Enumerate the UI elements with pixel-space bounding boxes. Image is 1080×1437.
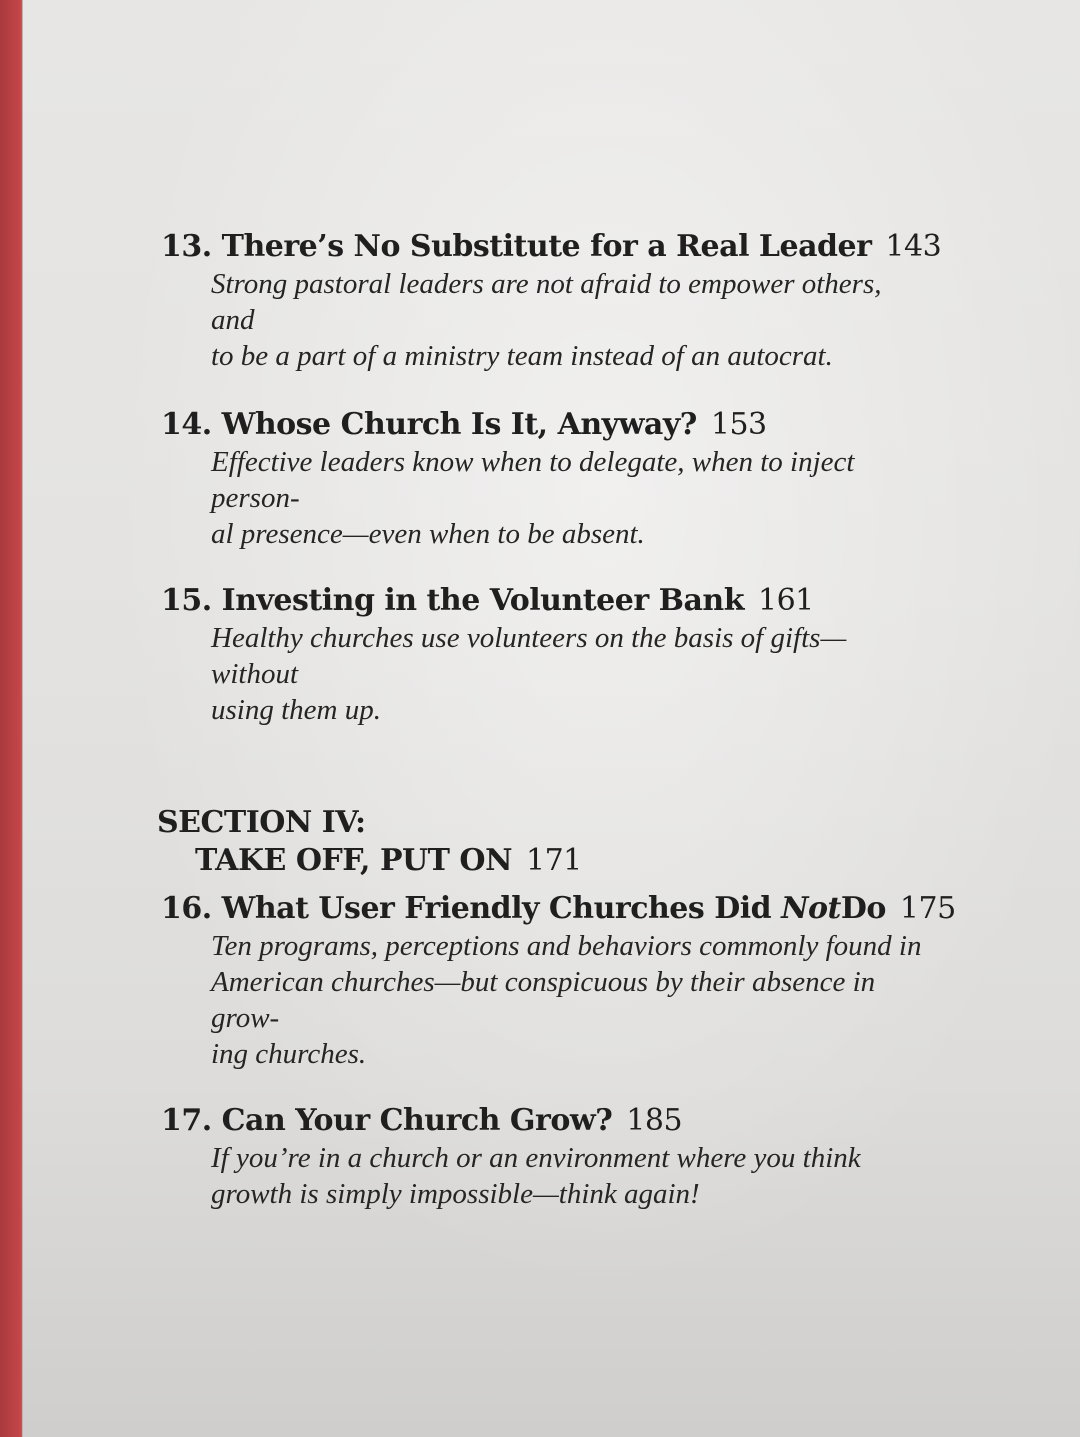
chapter-number: 17. [161,1103,212,1138]
chapter-title-end: Do [840,891,886,926]
toc-entry-title [161,582,981,620]
section-page-number: 171 [526,843,582,878]
section-subtitle-row [157,842,981,880]
description-line: American churches—but conspicuous by their absence in grow- [211,966,876,1034]
description-line: ing churches. [211,1038,367,1070]
toc-entry-title [161,406,981,444]
toc-entry-title [161,228,981,266]
chapter-title: Whose Church Is It, Anyway? [221,407,697,442]
chapter-page-number: 175 [899,891,956,926]
chapter-number: 14. [161,407,212,442]
description-line: Ten programs, perceptions and behaviors commonly found in [211,930,922,962]
chapter-description [161,266,931,374]
description-line: Strong pastoral leaders are not afraid to empower others, and [211,268,882,336]
chapter-page-number: 143 [885,229,942,264]
chapter-description [161,928,931,1072]
section-label: SECTION IV: [157,805,366,840]
toc-entry-17 [161,1102,981,1212]
chapter-page-number: 153 [710,407,767,442]
description-line: If you’re in a church or an environment where you think [211,1142,861,1174]
description-line: to be a part of a ministry team instead of an autocrat. [211,340,833,372]
section-heading [157,804,981,880]
chapter-number: 13. [161,229,212,264]
chapter-description [161,620,931,728]
toc-entry-14 [161,406,981,552]
chapter-title: What User Friendly Churches Did [221,891,772,926]
toc-entry-title [161,1102,981,1140]
table-of-contents [157,228,981,1212]
section-title: TAKE OFF, PUT ON [195,843,512,878]
book-page [22,0,1080,1437]
chapter-page-number: 161 [757,583,814,618]
chapter-description [161,1140,931,1212]
chapter-number: 15. [161,583,212,618]
description-line: Healthy churches use volunteers on the basis of gifts—without [211,622,847,690]
description-line: using them up. [211,694,381,726]
description-line: Effective leaders know when to delegate, when to inject person- [211,446,855,514]
description-line: al presence—even when to be absent. [211,518,645,550]
toc-entry-13 [161,228,981,374]
toc-entry-15 [161,582,981,728]
toc-entry-title [161,890,981,928]
chapter-title: There’s No Substitute for a Real Leader [221,229,872,264]
chapter-number: 16. [161,891,212,926]
chapter-title: Investing in the Volunteer Bank [221,583,744,618]
chapter-title-italic: Not [781,891,841,926]
chapter-description [161,444,931,552]
chapter-page-number: 185 [626,1103,683,1138]
description-line: growth is simply impossible—think again! [211,1178,700,1210]
toc-entry-16 [161,890,981,1072]
chapter-title: Can Your Church Grow? [221,1103,613,1138]
